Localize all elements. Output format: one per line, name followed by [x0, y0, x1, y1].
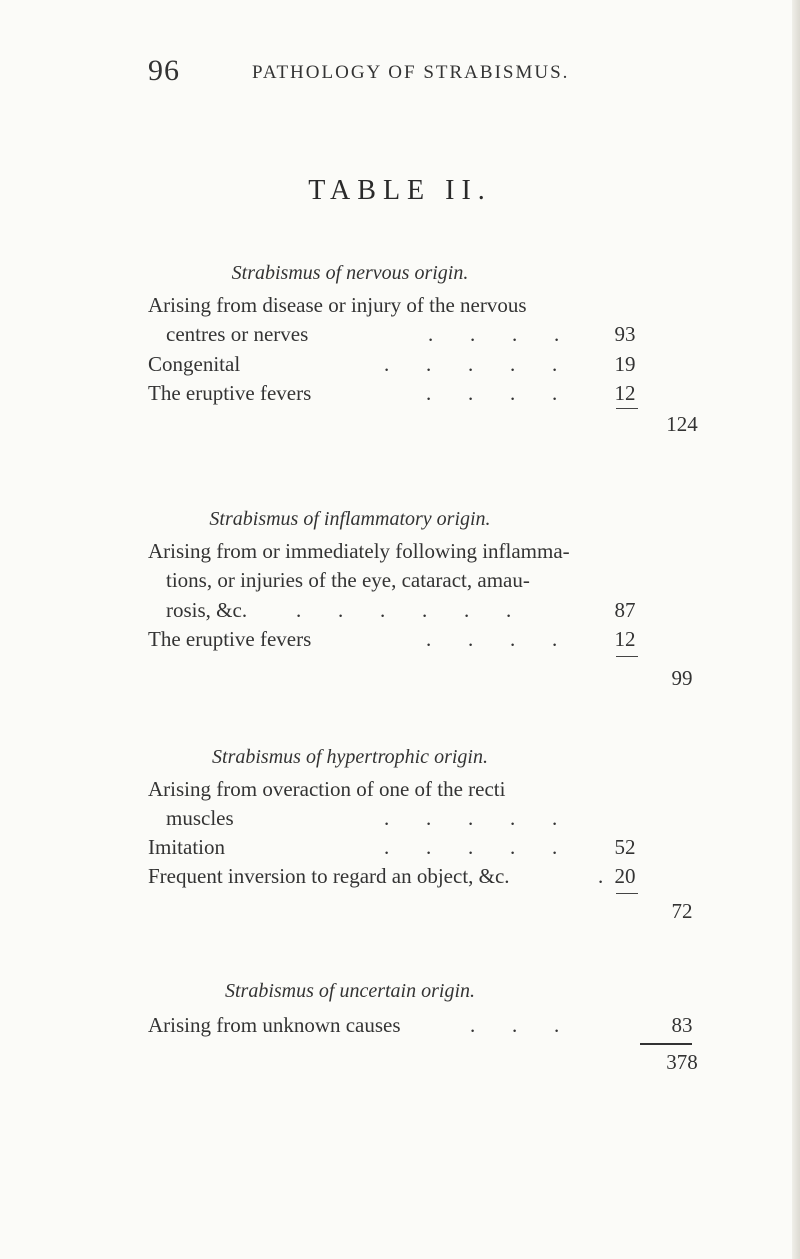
page-number: 96: [148, 54, 180, 87]
entry-text: tions, or injuries of the eye, cataract, amau-: [166, 568, 530, 592]
entry-line: [0, 568, 800, 598]
entry-text: The eruptive fevers: [148, 627, 312, 651]
entry-text: Arising from or immediately following inflamma-: [148, 539, 570, 563]
entry-count: 93: [614, 322, 636, 346]
entry-line: [0, 293, 800, 323]
dot-leaders: . . . . .: [384, 806, 558, 830]
entry-line: [0, 806, 800, 836]
entry-line: [0, 627, 800, 657]
entry-count: 12: [614, 627, 636, 651]
subtotal-rule: [616, 893, 638, 894]
running-head: [0, 52, 800, 92]
subtotal-rule: [616, 408, 638, 409]
section-heading-hypertrophic: Strabismus of hypertrophic origin.: [212, 746, 488, 768]
subtotal-rule: [616, 656, 638, 657]
entry-count: 87: [614, 598, 636, 622]
entry-count: 52: [614, 835, 636, 859]
entry-text: muscles: [166, 806, 234, 830]
section-total: 83: [671, 1013, 693, 1037]
entry-text: Congenital: [148, 352, 241, 376]
dot-leaders: . . . .: [428, 322, 560, 346]
section-total: 72: [671, 899, 693, 923]
entry-line: [0, 539, 800, 569]
entry-text: The eruptive fevers: [148, 381, 312, 405]
entry-line: [0, 598, 800, 628]
section-total: 124: [666, 412, 698, 436]
entry-line: [0, 864, 800, 894]
entry-count: 12: [614, 381, 636, 405]
entry-line: [0, 835, 800, 865]
entry-count: 20: [614, 864, 636, 888]
table-title: TABLE II.: [308, 175, 492, 206]
entry-line: [0, 1013, 800, 1043]
dot-leaders: . . . . . .: [296, 598, 512, 622]
entry-line: [0, 381, 800, 411]
entry-text: Imitation: [148, 835, 225, 859]
running-title: PATHOLOGY OF STRABISMUS.: [252, 62, 570, 83]
section-heading-inflammatory: Strabismus of inflammatory origin.: [209, 508, 491, 530]
grand-total: 378: [666, 1050, 698, 1074]
entry-text: centres or nerves: [166, 322, 309, 346]
section-total: 99: [671, 666, 693, 690]
dot-leaders: . . . .: [426, 381, 558, 405]
entry-line: [0, 777, 800, 807]
entry-text: Arising from unknown causes: [148, 1013, 401, 1037]
entry-text: Arising from disease or injury of the nervous: [148, 293, 527, 317]
entry-text: rosis, &c.: [166, 598, 248, 622]
entry-line: [0, 352, 800, 382]
dot-leaders: . . . . .: [384, 835, 558, 859]
entry-text: Arising from overaction of one of the recti: [148, 777, 506, 801]
entry-line: [0, 322, 800, 352]
grand-total-rule: [640, 1043, 692, 1045]
dot-leaders: . . . .: [426, 627, 558, 651]
dot-leaders: . . .: [470, 1013, 560, 1037]
section-heading-uncertain: Strabismus of uncertain origin.: [224, 980, 475, 1002]
entry-text: Frequent inversion to regard an object, &c.: [148, 864, 510, 888]
dot-leaders: . . . . .: [384, 352, 558, 376]
entry-count: 19: [614, 352, 636, 376]
dot-leaders: .: [598, 864, 604, 888]
section-heading-nervous: Strabismus of nervous origin.: [231, 262, 469, 284]
